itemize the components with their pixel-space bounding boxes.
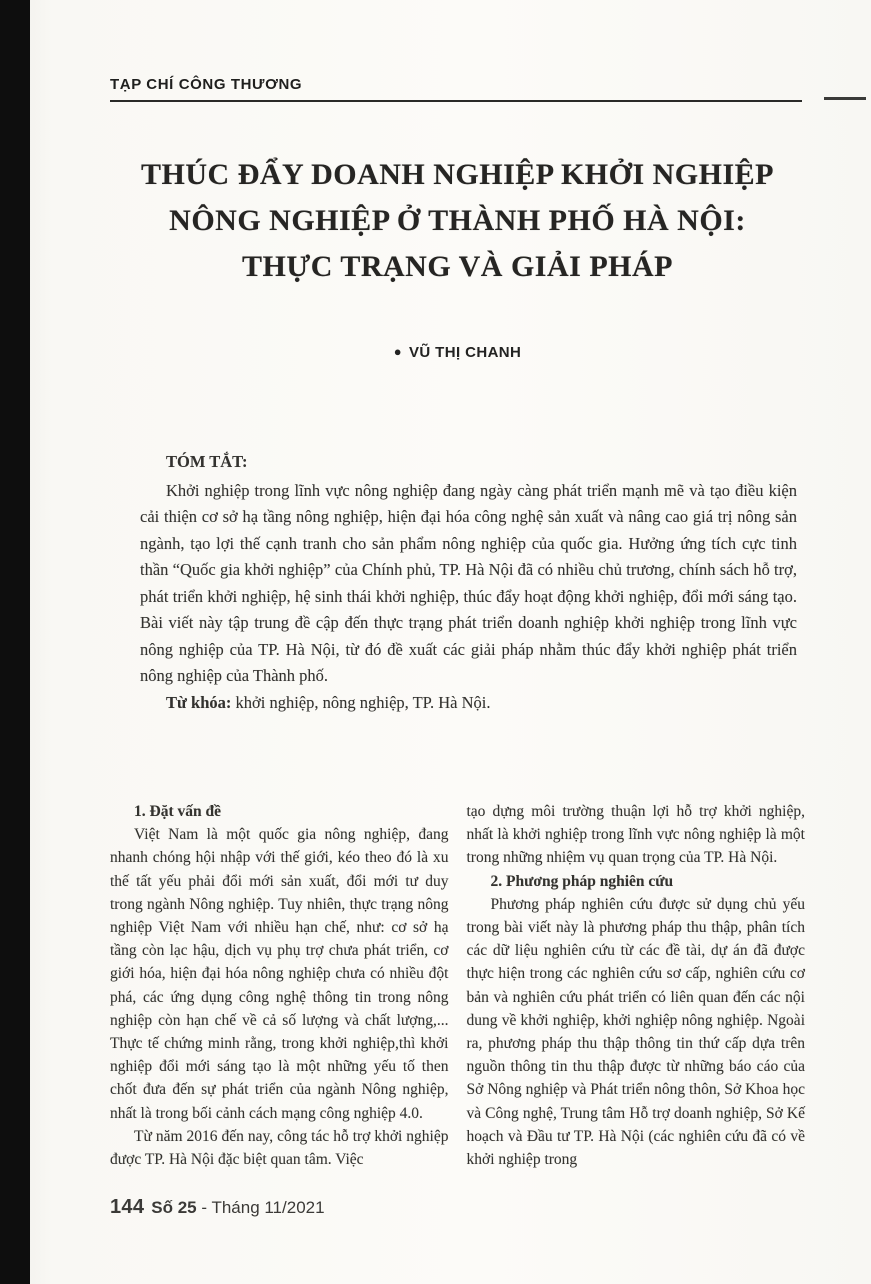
left-column-paragraph-1: Việt Nam là một quốc gia nông nghiệp, đang nhanh chóng hội nhập với thế giới, kéo theo đó là xu thế tất yếu phải đổi mới sản xuất, đổi mới tư duy trong ngành Nông nghiệp. Tuy nhiên, thực trạng nông nghiệp Việt Nam với nhiều hạn chế, như: cơ sở hạ tầng còn lạc hậu, dịch vụ phụ trợ chưa phát triển, cơ giới hóa, hiện đại hóa nông nghiệp chưa có nhiều đột phá, các ứng dụng công nghệ thông tin trong nông nghiệp còn hạn chế về cả số lượng và chất lượng,... Thực tế chứng minh rằng, trong khởi nghiệp,thì khởi nghiệp đổi mới sáng tạo là một những yếu tố then chốt đưa đến sự phát triển của ngành Nông nghiệp, nhất là trong bối cảnh cách mạng công nghiệp 4.0. xyxy=(110,826,449,1122)
keywords-text: khởi nghiệp, nông nghiệp, TP. Hà Nội. xyxy=(231,692,491,712)
header-rule xyxy=(110,100,802,102)
keywords-label: Từ khóa: xyxy=(166,692,232,712)
abstract-body: Khởi nghiệp trong lĩnh vực nông nghiệp đang ngày càng phát triển mạnh mẽ và tạo điều kiện cải thiện cơ sở hạ tầng nông nghiệp, hiện đại hóa công nghệ sản xuất và nâng cao giá trị nông sản ngành, tạo lợi thế cạnh tranh cho sản phẩm nông nghiệp của quốc gia. Hưởng ứng tích cực tinh thần “Quốc gia khởi nghiệp” của Chính phủ, TP. Hà Nội đã có nhiều chủ trương, chính sách hỗ trợ, phát triển khởi nghiệp, hệ sinh thái khởi nghiệp, thúc đẩy hoạt động khởi nghiệp, đổi mới sáng tạo. Bài viết này tập trung đề cập đến thực trạng phát triển doanh nghiệp khởi nghiệp trong lĩnh vực nông nghiệp của TP. Hà Nội, từ đó đề xuất các giải pháp nhằm thúc đẩy khởi nghiệp phát triển nông nghiệp của Thành phố. xyxy=(140,480,797,685)
article-title-line-2: NÔNG NGHIỆP Ở THÀNH PHỐ HÀ NỘI: xyxy=(169,204,746,237)
right-column xyxy=(467,800,806,1171)
right-column-paragraph-2: Phương pháp nghiên cứu được sử dụng chủ yếu trong bài viết này là phương pháp thu thập, phân tích các dữ liệu nghiên cứu từ các đề tài, dự án đã được thực hiện trong các nghiên cứu sơ cấp, nghiên cứu cơ bản và nghiên cứu phát triển có liên quan đến các nội dung về khởi nghiệp, khởi nghiệp nông nghiệp. Ngoài ra, phương pháp thu thập thông tin thứ cấp dựa trên nguồn thông tin thu thập được từ những báo cáo của Sở Nông nghiệp và Phát triển nông thôn, Sở Khoa học và Công nghệ, Trung tâm Hỗ trợ doanh nghiệp, Sở Kế hoạch và Đầu tư TP. Hà Nội (các nghiên cứu đã có về khởi nghiệp trong xyxy=(466,895,805,1169)
section-2-heading: 2. Phương pháp nghiên cứu xyxy=(490,872,674,890)
body-columns xyxy=(110,800,805,1171)
page-footer xyxy=(110,1196,325,1219)
article-title-line-3: THỰC TRẠNG VÀ GIẢI PHÁP xyxy=(242,250,673,283)
issue-label: Số 25 xyxy=(151,1198,197,1217)
article-title-line-1: THÚC ĐẨY DOANH NGHIỆP KHỞI NGHIỆP xyxy=(141,158,774,191)
left-column xyxy=(110,800,449,1171)
article-title xyxy=(110,152,805,290)
author-name: VŨ THỊ CHANH xyxy=(408,344,522,361)
keywords-line xyxy=(140,690,797,717)
issue-date: - Tháng 11/2021 xyxy=(196,1198,325,1217)
author-bullet-icon: ● xyxy=(393,344,402,359)
scan-edge-artifact xyxy=(0,0,30,1284)
section-1-heading: 1. Đặt vấn đề xyxy=(134,803,221,820)
journal-header xyxy=(110,76,805,102)
right-column-paragraph-1: tạo dựng môi trường thuận lợi hỗ trợ khởi nghiệp, nhất là khởi nghiệp trong lĩnh vực nông nghiệp là một trong những nhiệm vụ quan trọng của TP. Hà Nội. xyxy=(466,803,805,867)
abstract-heading: TÓM TẮT: xyxy=(166,452,248,471)
header-rule-right xyxy=(824,97,866,100)
page-number: 144 xyxy=(110,1196,145,1218)
abstract-section xyxy=(140,449,797,716)
left-column-paragraph-2: Từ năm 2016 đến nay, công tác hỗ trợ khởi nghiệp được TP. Hà Nội đặc biệt quan tâm. Việc xyxy=(110,1127,449,1169)
page-content xyxy=(110,0,805,1171)
author-line xyxy=(110,344,805,361)
journal-name: TẠP CHÍ CÔNG THƯƠNG xyxy=(110,76,303,93)
